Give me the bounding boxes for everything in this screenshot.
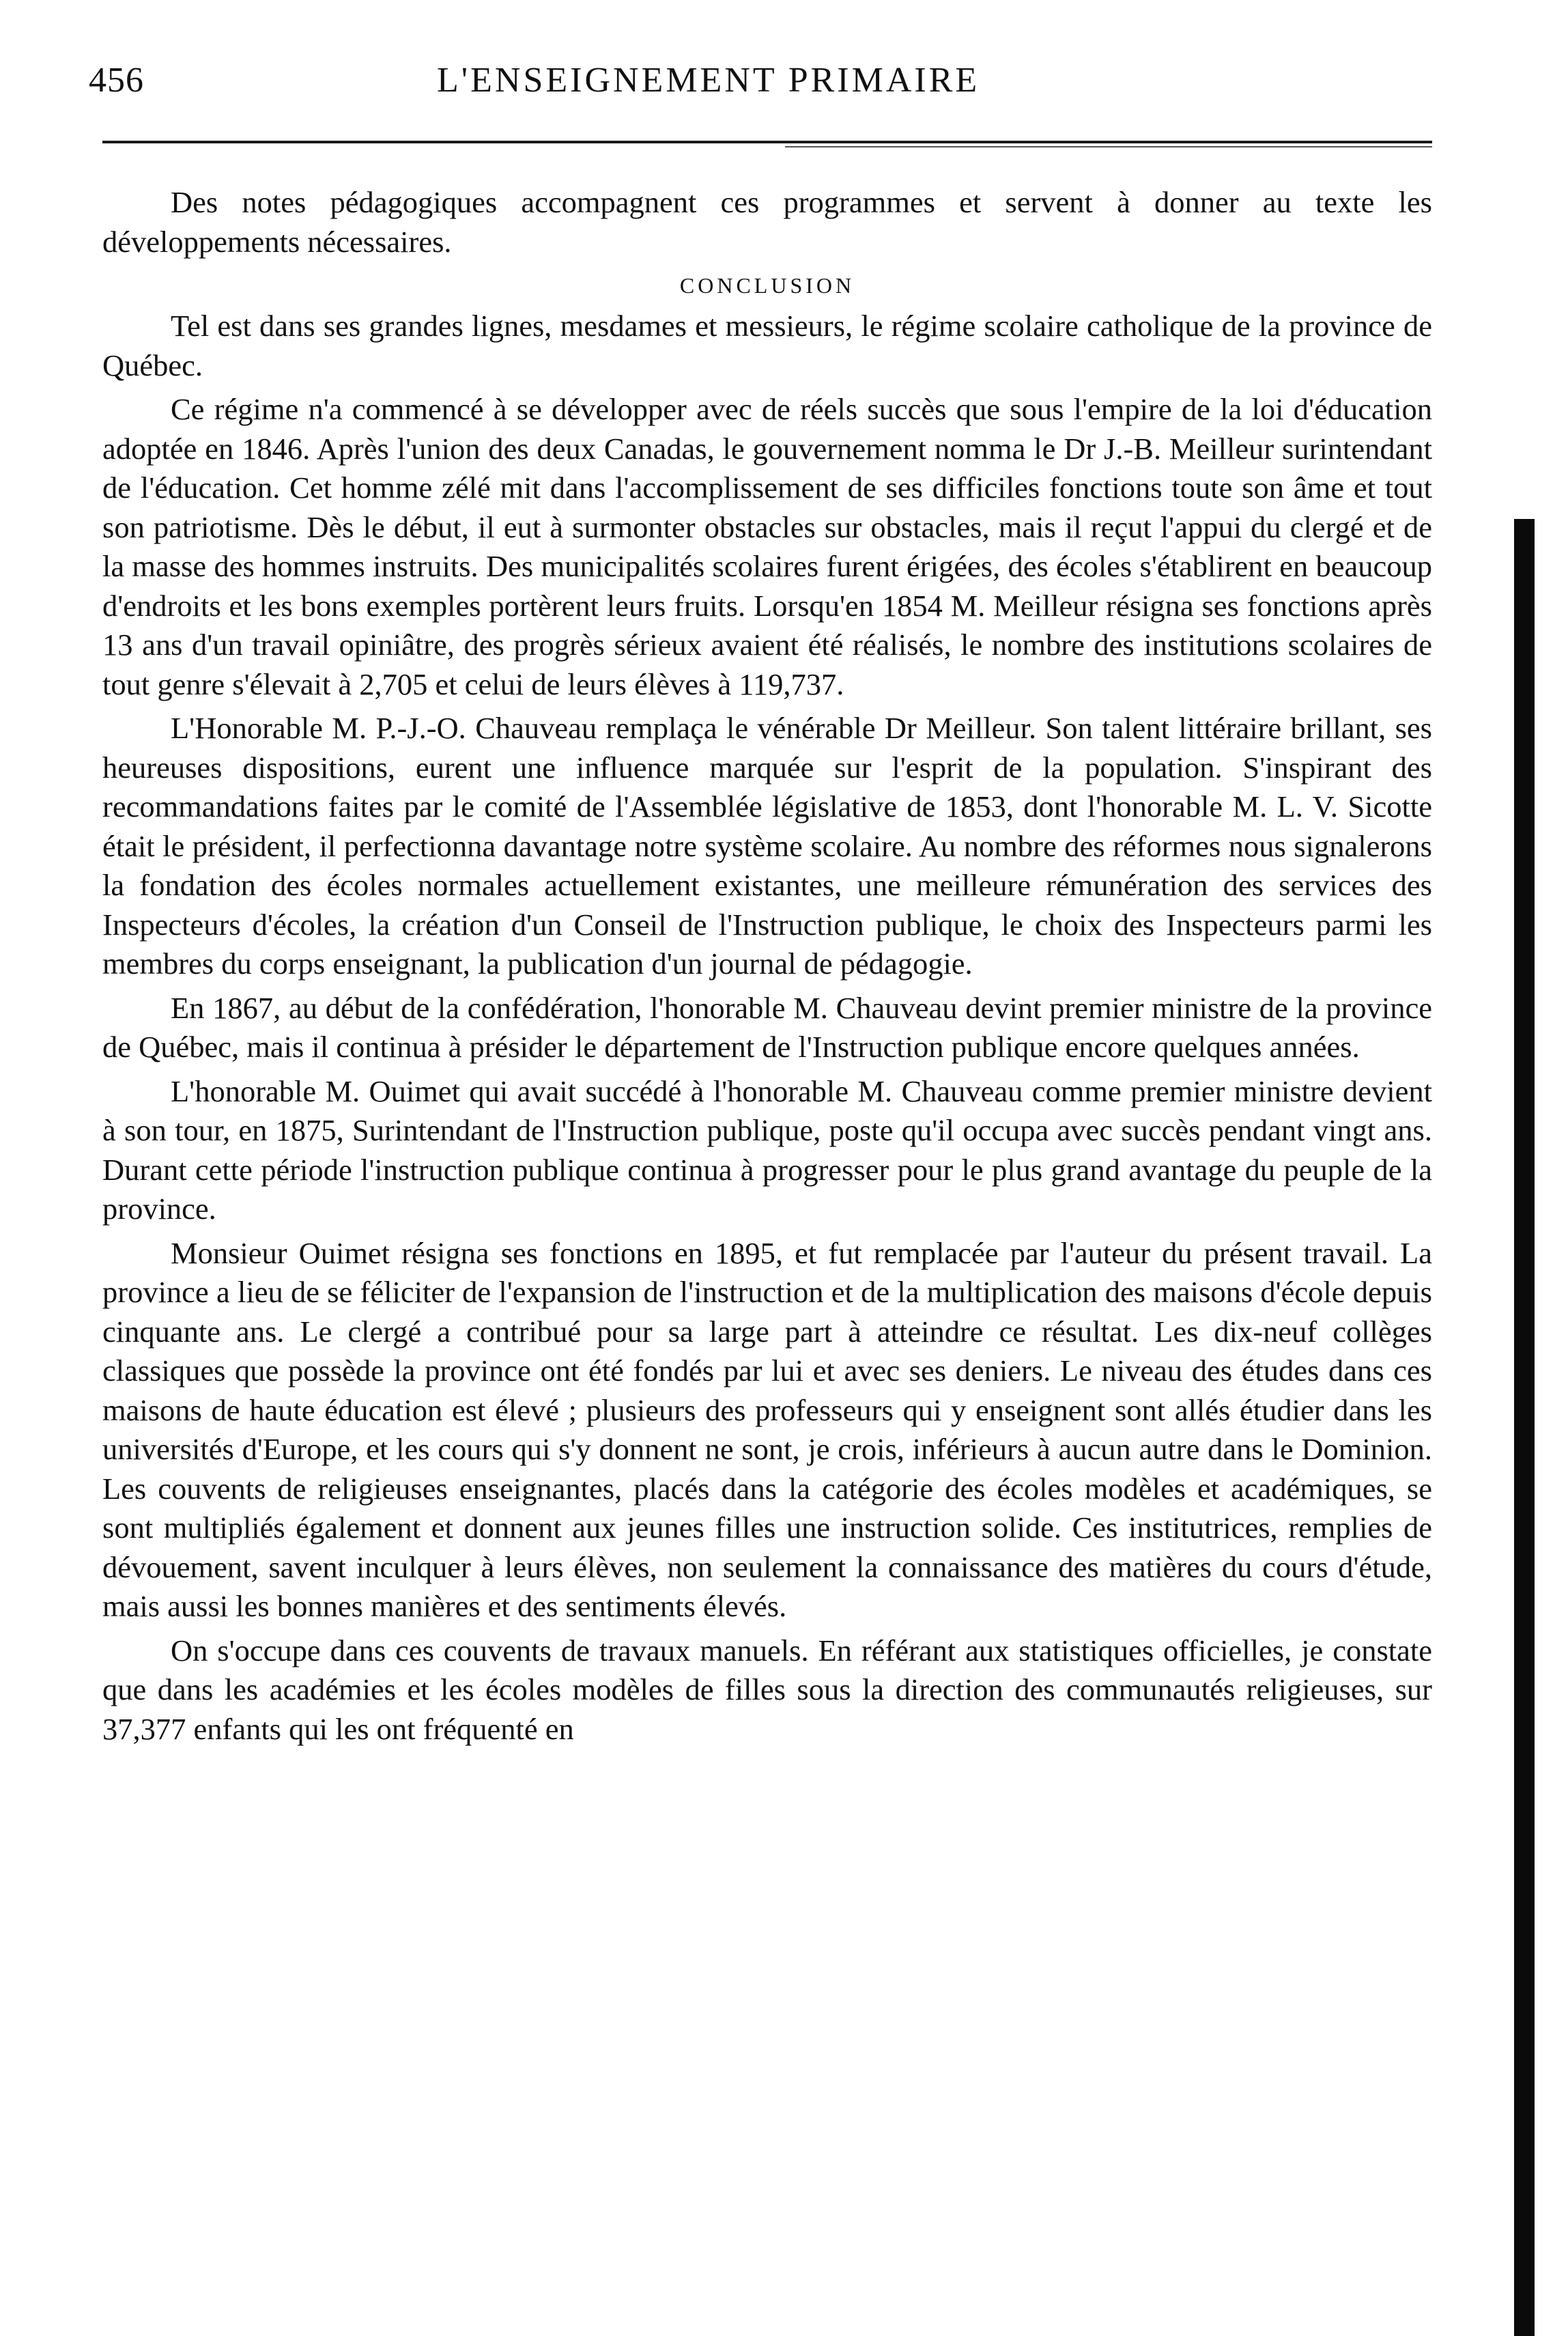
paragraph-6: Monsieur Ouimet résigna ses fonctions en 1895, et fut remplacée par l'auteur du présent travail. La province a lieu de se féliciter de l'expansion de l'instruction et de la multiplication des maisons d'école depuis cinquante ans. Le clergé a contribué pour sa large part à atteindre ce résultat. Les dix-neuf collèges classiques que possède la province ont été fondés par lui et avec ses deniers. Le niveau des études dans ces maisons de haute éducation est élevé ; plusieurs des professeurs qui y enseignent sont allés étudier dans les universités d'Europe, et les cours qui s'y donnent ne sont, je crois, inférieurs à aucun autre dans le Dominion. Les couvents de religieuses enseignantes, placés dans la catégorie des écoles modèles et académiques, se sont multipliés également et donnent aux jeunes filles une instruction solide. Ces institutrices, remplies de dévouement, savent inculquer à leurs élèves, non seulement la connaissance des matières du cours d'étude, mais aussi les bonnes manières et des sentiments élevés. [102, 1235, 1432, 1623]
paragraph-3: L'Honorable M. P.-J.-O. Chauveau remplaça le vénérable Dr Meilleur. Son talent littéraire brillant, ses heureuses dispositions, eurent une influence marquée sur l'esprit de la population. S'inspirant des recommandations faites par le comité de l'Assemblée législative de 1853, dont l'honorable M. L. V. Sicotte était le président, il perfectionna davantage notre système scolaire. Au nombre des réformes nous signalerons la fondation des écoles normales actuellement existantes, une meilleure rémunération des services des Inspecteurs d'écoles, la création d'un Conseil de l'Instruction publique, le choix des Inspecteurs parmi les membres du corps enseignant, la publication d'un journal de pédagogie. [102, 711, 1432, 981]
running-title: L'ENSEIGNEMENT PRIMAIRE [437, 61, 980, 100]
paragraph-5: L'honorable M. Ouimet qui avait succédé à l'honorable M. Chauveau comme premier ministre devient à son tour, en 1875, Surintendant de l'Instruction publique, poste qu'il occupa avec succès pendant vingt ans. Durant cette période l'instruction publique continua à progresser pour le plus grand avantage du peuple de la province. [102, 1073, 1432, 1226]
paragraph-4: En 1867, au début de la confédération, l'honorable M. Chauveau devint premier ministre de la province de Québec, mais il continua à présider le département de l'Instruction publique encore quelques années. [102, 990, 1432, 1064]
paragraph-2: Ce régime n'a commencé à se développer avec de réels succès que sous l'empire de la loi d'éducation adoptée en 1846. Après l'union des deux Canadas, le gouvernement nomma le Dr J.-B. Meilleur surintendant de l'éducation. Cet homme zélé mit dans l'accomplissement de ses difficiles fonctions toute son âme et tout son patriotisme. Dès le début, il eut à surmonter obstacles sur obstacles, mais il reçut l'appui du clergé et de la masse des hommes instruits. Des municipalités scolaires furent érigées, des écoles s'établirent en beaucoup d'endroits et les bons exemples portèrent leurs fruits. Lorsqu'en 1854 M. Meilleur résigna ses fonctions après 13 ans d'un travail opiniâtre, des progrès sérieux avaient été réalisés, le nombre des institutions scolaires de tout genre s'élevait à 2,705 et celui de leurs élèves à 119,737. [102, 392, 1432, 701]
intro-paragraph: Des notes pédagogiques accompagnent ces programmes et servent à donner au texte les développements nécessaires. [102, 185, 1432, 259]
paragraph-7: On s'occupe dans ces couvents de travaux manuels. En référant aux statistiques officielles, je constate que dans les académies et les écoles modèles de filles sous la direction des communautés religieuses, sur 37,377 enfants qui les ont fréquenté en [102, 1633, 1432, 1746]
scan-edge-bar [1514, 519, 1535, 2336]
section-title: CONCLUSION [679, 273, 855, 298]
header-rule [102, 141, 1432, 143]
paragraph-1: Tel est dans ses grandes lignes, mesdames et messieurs, le régime scolaire catholique de la province de Québec. [102, 309, 1432, 382]
page-number: 456 [89, 61, 144, 100]
header-rule-secondary [785, 146, 1432, 147]
body-text [102, 183, 1432, 1754]
